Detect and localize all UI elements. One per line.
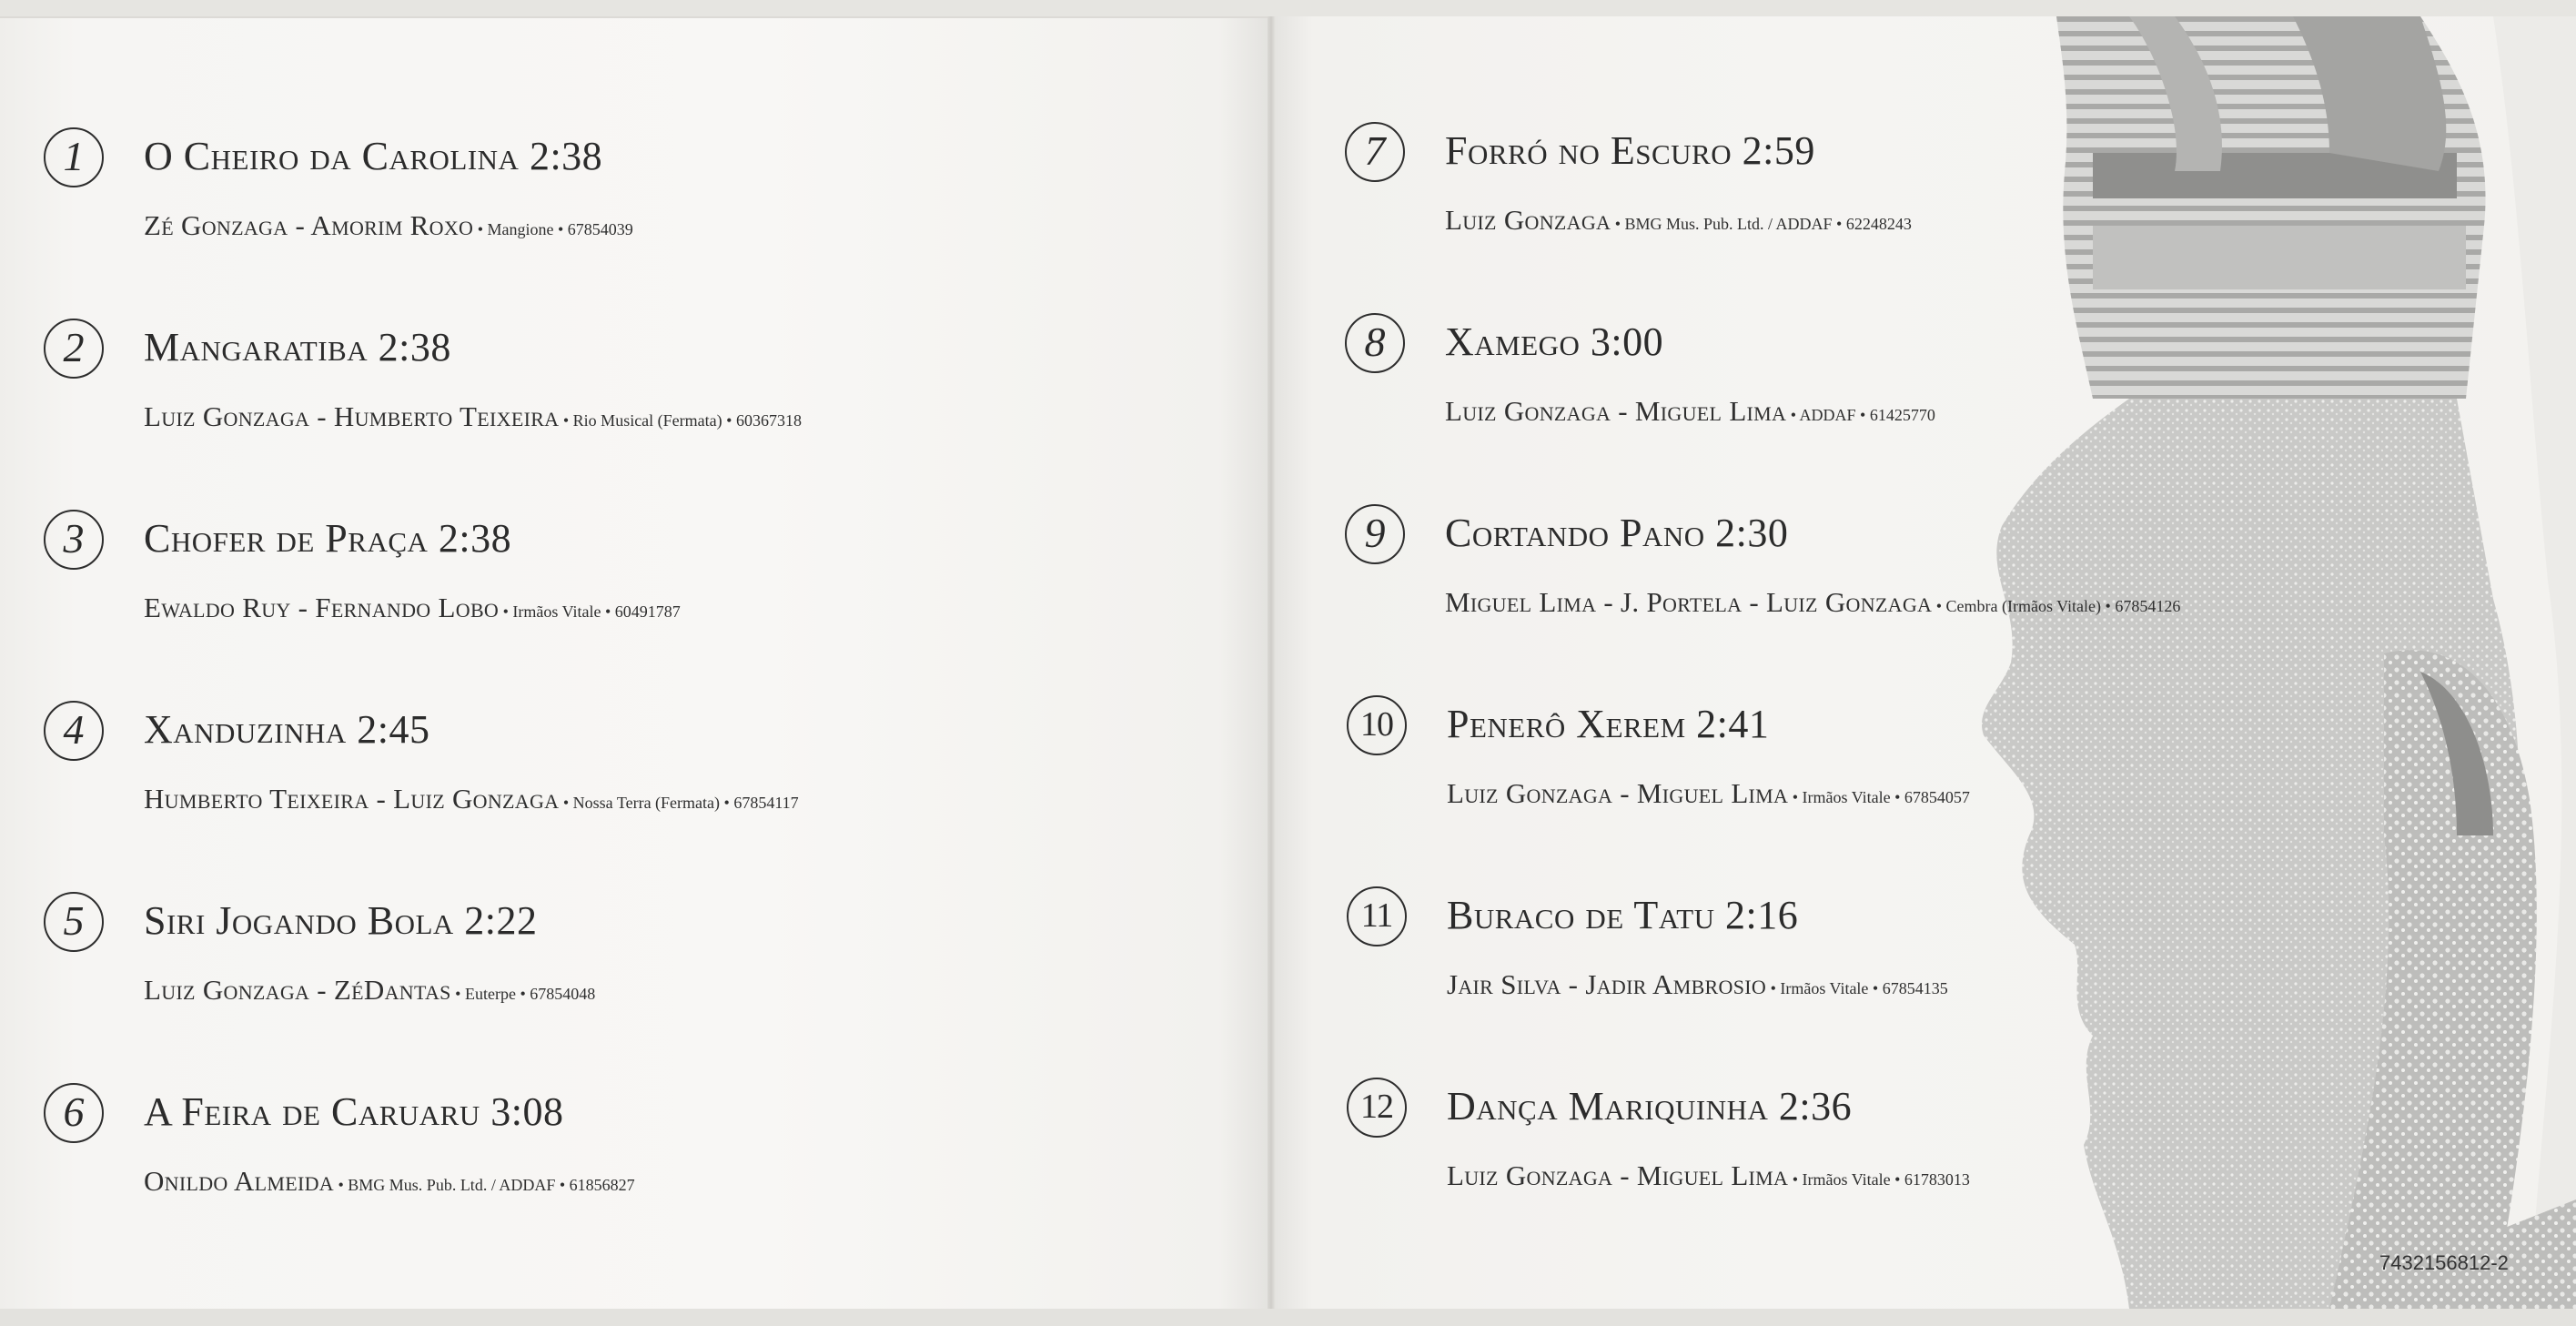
track-title: Xanduzinha 2:45 xyxy=(144,707,430,752)
track-title: Mangaratiba 2:38 xyxy=(144,325,451,369)
track-credits xyxy=(144,783,799,815)
track-number: 6 xyxy=(44,1083,104,1143)
track-title: Cortando Pano 2:30 xyxy=(1445,511,1789,555)
page-fold xyxy=(1268,16,1276,1309)
scan-bottom-edge xyxy=(0,1309,2576,1326)
track-title: Buraco de Tatu 2:16 xyxy=(1447,893,1799,937)
track-publisher: • Irmãos Vitale • 60491787 xyxy=(499,602,681,621)
track-publisher: • ADDAF • 61425770 xyxy=(1786,406,1935,424)
track-authors: Miguel Lima - J. Portela - Luiz Gonzaga xyxy=(1445,586,1933,618)
track-publisher: • Irmãos Vitale • 67854057 xyxy=(1788,788,1970,806)
scan-top-edge xyxy=(0,0,2576,16)
track-number: 7 xyxy=(1345,122,1405,182)
track-title: Penerô Xerem 2:41 xyxy=(1447,702,1770,746)
track-title: Chofer de Praça 2:38 xyxy=(144,516,512,561)
track-number: 11 xyxy=(1347,886,1407,946)
track-title: A Feira de Caruaru 3:08 xyxy=(144,1089,564,1134)
track-authors: Jair Silva - Jadir Ambrosio xyxy=(1447,968,1767,1000)
track-publisher: • Euterpe • 67854048 xyxy=(450,985,596,1003)
track-publisher: • Cembra (Irmãos Vitale) • 67854126 xyxy=(1932,597,2181,615)
track-credits xyxy=(1447,777,1970,810)
track-credits xyxy=(144,974,595,1007)
track-credits xyxy=(1445,395,1935,428)
track-authors: Luiz Gonzaga - Humberto Teixeira xyxy=(144,400,560,432)
track-credits xyxy=(144,592,681,624)
track-publisher: • Irmãos Vitale • 67854135 xyxy=(1766,979,1948,997)
track-title: O Cheiro da Carolina 2:38 xyxy=(144,134,603,178)
track-publisher: • Nossa Terra (Fermata) • 67854117 xyxy=(559,794,799,812)
track-authors: Ewaldo Ruy - Fernando Lobo xyxy=(144,592,500,623)
track-credits xyxy=(144,1165,635,1198)
track-number: 1 xyxy=(44,127,104,187)
track-authors: Luiz Gonzaga - ZéDantas xyxy=(144,974,451,1006)
track-number: 10 xyxy=(1347,695,1407,755)
track-authors: Luiz Gonzaga - Miguel Lima xyxy=(1447,777,1789,809)
track-credits xyxy=(1447,968,1948,1001)
track-authors: Zé Gonzaga - Amorim Roxo xyxy=(144,209,474,241)
track-authors: Luiz Gonzaga - Miguel Lima xyxy=(1445,395,1787,427)
track-authors: Humberto Teixeira - Luiz Gonzaga xyxy=(144,783,560,815)
track-number: 8 xyxy=(1345,313,1405,373)
track-publisher: • BMG Mus. Pub. Ltd. / ADDAF • 62248243 xyxy=(1611,215,1912,233)
track-authors: Luiz Gonzaga - Miguel Lima xyxy=(1447,1159,1789,1191)
track-number: 9 xyxy=(1345,504,1405,564)
track-publisher: • BMG Mus. Pub. Ltd. / ADDAF • 61856827 xyxy=(333,1176,635,1194)
track-title: Dança Mariquinha 2:36 xyxy=(1447,1084,1853,1129)
track-credits xyxy=(144,400,802,433)
track-number: 3 xyxy=(44,510,104,570)
portrait-illustration xyxy=(1947,16,2576,1309)
track-number: 12 xyxy=(1347,1078,1407,1138)
track-title: Xamego 3:00 xyxy=(1445,319,1664,364)
track-credits xyxy=(1445,204,1912,237)
track-number: 2 xyxy=(44,319,104,379)
track-title: Siri Jogando Bola 2:22 xyxy=(144,898,538,943)
track-title: Forró no Escuro 2:59 xyxy=(1445,128,1815,173)
track-authors: Luiz Gonzaga xyxy=(1445,204,1611,236)
track-credits xyxy=(144,209,633,242)
track-publisher: • Mangione • 67854039 xyxy=(473,220,633,238)
track-number: 4 xyxy=(44,701,104,761)
track-credits xyxy=(1445,586,2180,619)
catalog-number: 7432156812-2 xyxy=(2379,1251,2509,1274)
track-publisher: • Rio Musical (Fermata) • 60367318 xyxy=(559,411,802,430)
track-authors: Onildo Almeida xyxy=(144,1165,334,1197)
track-credits xyxy=(1447,1159,1970,1192)
track-number: 5 xyxy=(44,892,104,952)
track-publisher: • Irmãos Vitale • 61783013 xyxy=(1788,1170,1970,1189)
